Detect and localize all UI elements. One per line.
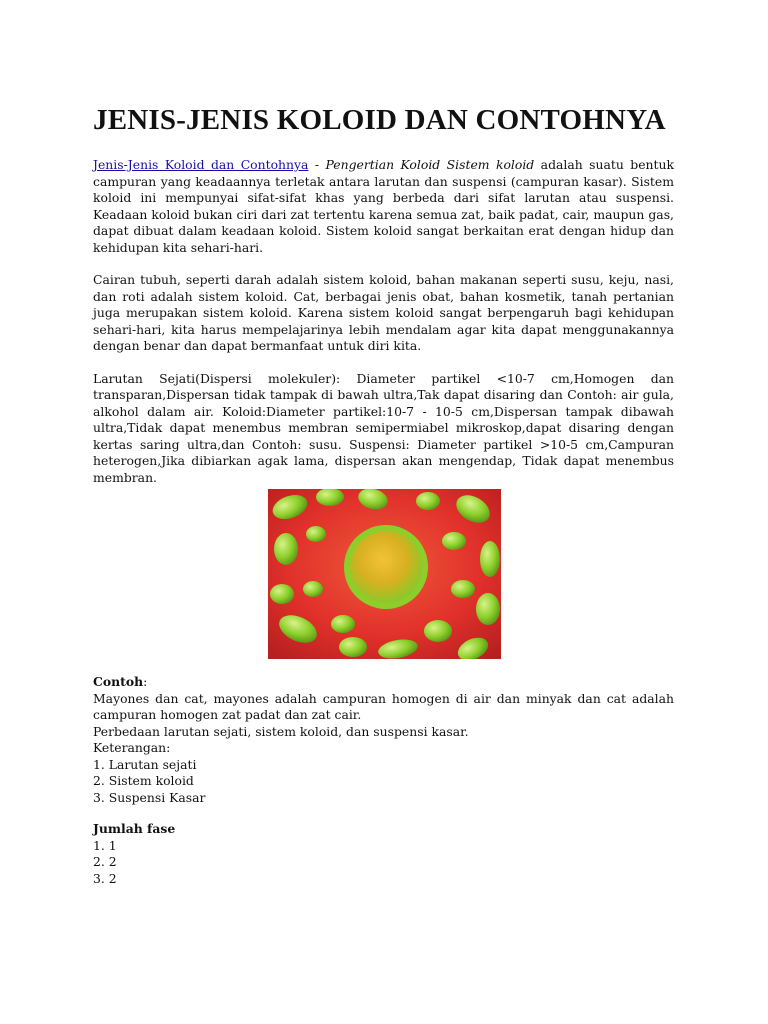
paragraph-2: Cairan tubuh, seperti darah adalah sistem koloid, bahan makanan seperti susu, keju, nasi, dan roti adalah sistem koloid. Cat, berbagai jenis obat, bahan kosmetik, tanah pertanian juga merupakan sistem koloid. Karena sistem koloid sangat berpengaruh bagi kehidupan sehari-hari, kita harus mempelajarinya lebih mendalam agar kita dapat menggunakannya dengan benar dan dapat bermanfaat untuk diri kita.: [93, 272, 674, 353]
intro-paragraph: [93, 157, 674, 256]
list-item: 3. Suspensi Kasar: [93, 789, 206, 805]
paragraph-3: Larutan Sejati(Dispersi molekuler): Diameter partikel <10-7 cm,Homogen dan transparan,Dispersan tidak tampak di bawah ultra,Tak dapat disaring dan Contoh: air gula, alkohol dalam air. Koloid:Diameter partikel:10-7 - 10-5 cm,Dispersan tampak dibawah ultra,Tidak dapat menembus membran semipermiabel mikroskop,dapat disaring dengan kertas saring ultra,dan Contoh: susu. Suspensi: Diameter partikel >10-5 cm,Campuran heterogen,Jika dibiarkan agak lama, dispersan akan mengendap, Tidak dapat menembus membran.: [93, 370, 674, 485]
intro-dash: -: [308, 157, 326, 172]
list-item: 2. 2: [93, 854, 117, 869]
keterangan-label: Keterangan:: [93, 740, 171, 755]
colloid-illustration: [268, 489, 501, 659]
intro-rest: adalah suatu bentuk campuran yang keadaannya terletak antara larutan dan suspensi (campuran kasar). Sistem koloid ini mempunyai sifat-sifat khas yang berbeda dari sifat larutan atau suspensi. Keadaan koloid bukan ciri dari zat tertentu karena semua zat, baik padat, cair, maupun gas, dapat dibuat dalam keadaan koloid. Sistem koloid sangat berkaitan erat dengan hidup dan kehidupan kita sehari-hari.: [93, 157, 674, 255]
list-item: 1. 1: [93, 837, 117, 853]
contoh-label: Contoh: [93, 674, 144, 689]
contoh-text: Mayones dan cat, mayones adalah campuran homogen di air dan minyak dan cat adalah campuran homogen zat padat dan zat cair.: [93, 690, 674, 722]
contoh-colon: :: [143, 674, 148, 689]
jumlah-fase-label: Jumlah fase: [93, 821, 176, 836]
page-title: JENIS-JENIS KOLOID DAN CONTOHNYA: [93, 104, 666, 136]
contoh-label-line: [93, 674, 674, 691]
list-item: 2. Sistem koloid: [93, 773, 194, 788]
list-item: 1. Larutan sejati: [93, 756, 197, 772]
intro-italic: Pengertian Koloid Sistem koloid: [325, 157, 535, 172]
intro-link[interactable]: Jenis-Jenis Koloid dan Contohnya: [93, 157, 309, 172]
list-item: 3. 2: [93, 870, 117, 886]
perbedaan-text: Perbedaan larutan sejati, sistem koloid, dan suspensi kasar.: [93, 723, 469, 739]
document-page: [93, 104, 674, 887]
